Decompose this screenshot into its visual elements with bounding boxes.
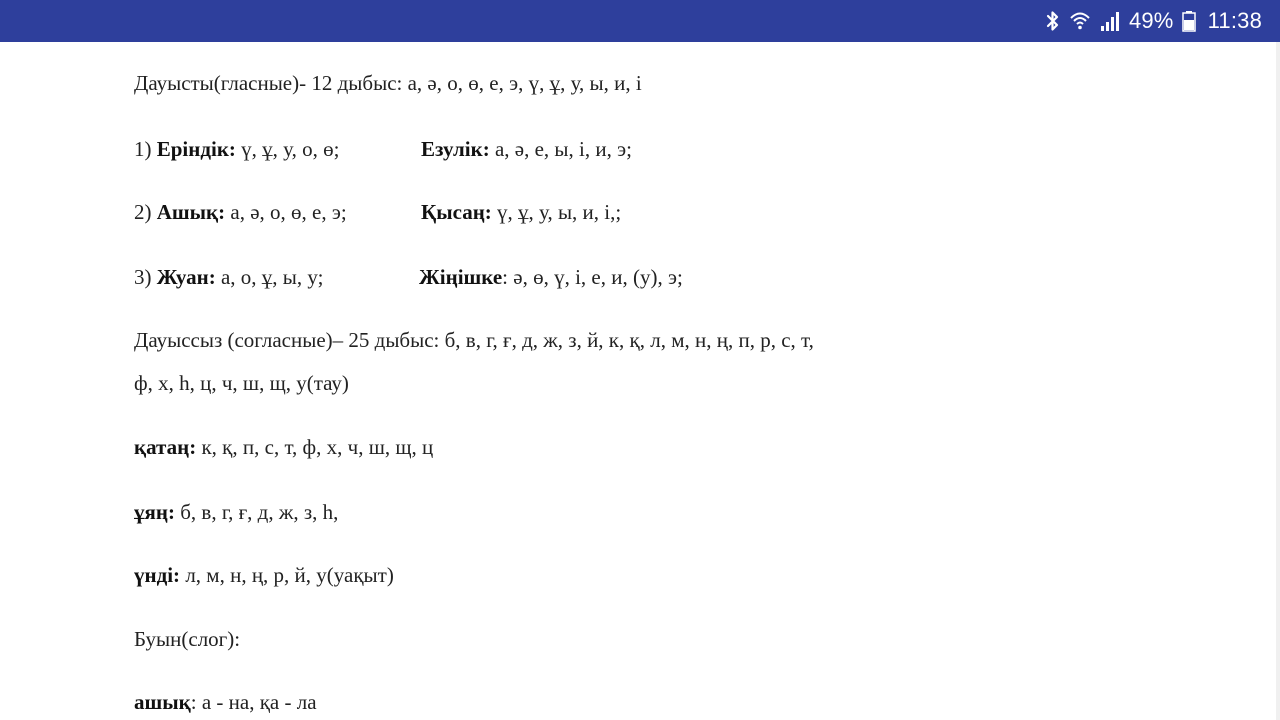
consonants-intro-line-2: ф, х, һ, ц, ч, ш, щ, у(тау) [134,371,349,395]
list-sonorant: л, м, н, ң, р, й, у(уақыт) [185,563,394,587]
label-unrounded: Езулік: [421,137,490,161]
label-front: Жіңішке [419,265,503,289]
battery-percent: 49% [1128,8,1174,33]
bluetooth-icon [1045,9,1061,33]
open-syllable [134,689,317,715]
list-hard: к, қ, п, с, т, ф, х, ч, ш, щ, ц [201,435,434,459]
syllable-intro: Буын(слог): [134,627,241,651]
list-back: а, о, ұ, ы, у; [220,265,324,289]
list-front: : ә, ө, ү, і, е, и, (у), э; [502,265,683,289]
vowel-row-2 [134,199,834,225]
label-closed: Қысаң: [421,200,492,224]
list-unrounded: а, ә, е, ы, і, и, э; [494,137,632,161]
consonants-intro-line-1: Дауыссыз (согласные)– 25 дыбыс: б, в, г, ғ, д, ж, з, й, к, қ, л, м, н, ң, п, р, с, т, [134,328,814,352]
label-open-syllable: ашық [134,690,191,714]
vowel-row-1 [134,136,834,162]
list-voiced: б, в, г, ғ, д, ж, з, һ, [180,500,339,524]
battery-icon [1182,9,1196,33]
row-number: 1) [134,137,152,161]
scrollbar[interactable] [1276,42,1280,720]
wifi-icon [1069,9,1091,33]
document-content [134,42,1254,720]
signal-icon [1099,9,1121,33]
hard-consonants [134,434,433,460]
label-sonorant: үнді: [134,563,181,587]
list-labial: ү, ұ, у, о, ө; [241,137,340,161]
list-open-syllable: : а - на, қа - ла [190,690,317,714]
status-bar [0,0,1280,42]
label-open: Ашық: [156,200,226,224]
sonorant-consonants [134,562,394,588]
label-voiced: ұяң: [134,500,175,524]
row-number: 2) [134,200,152,224]
list-open: а, ә, о, ө, е, э; [230,200,347,224]
voiced-consonants [134,499,338,525]
row-number: 3) [134,265,152,289]
label-labial: Еріндік: [156,137,236,161]
vowel-row-3 [134,264,834,290]
clock: 11:38 [1207,8,1262,33]
label-back: Жуан: [156,265,216,289]
list-closed: ү, ұ, у, ы, и, і,; [497,200,622,224]
status-icons [1045,0,1262,42]
label-hard: қатаң: [134,435,197,459]
vowels-intro: Дауысты(гласные)- 12 дыбыс: а, ә, о, ө, е, э, ү, ұ, у, ы, и, і [134,71,642,95]
